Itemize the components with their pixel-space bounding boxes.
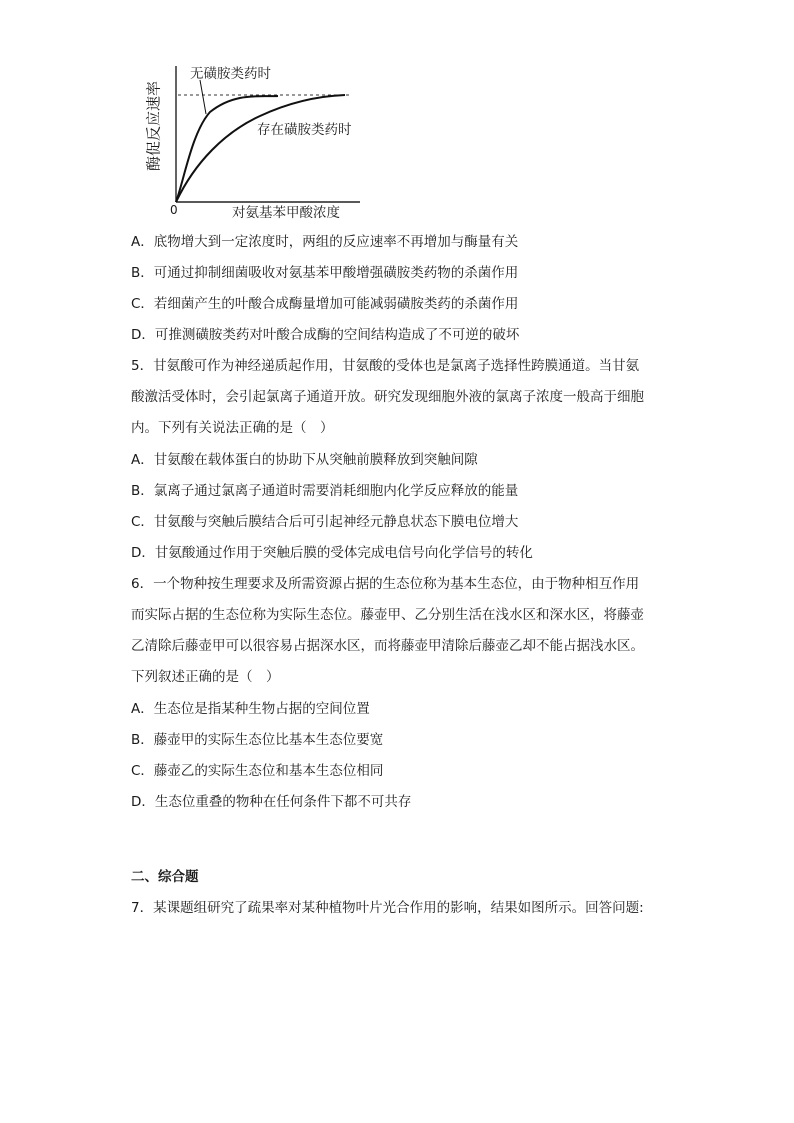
curve-no-drug bbox=[176, 96, 278, 202]
q6-option-c: C．藤壶乙的实际生态位和基本生态位相同 bbox=[131, 763, 384, 779]
enzyme-rate-plot bbox=[140, 62, 380, 224]
q5-option-c: C．甘氨酸与突触后膜结合后可引起神经元静息状态下膜电位增大 bbox=[131, 514, 519, 530]
q6-stem-line-2: 而实际占据的生态位称为实际生态位。藤壶甲、乙分别生活在浅水区和深水区，将藤壶 bbox=[131, 607, 644, 623]
q4-option-c: C．若细菌产生的叶酸合成酶量增加可能减弱磺胺类药的杀菌作用 bbox=[131, 296, 519, 312]
q5-option-a: A．甘氨酸在载体蛋白的协助下从突触前膜释放到突触间隙 bbox=[131, 452, 478, 468]
q4-option-d: D．可推测磺胺类药对叶酸合成酶的空间结构造成了不可逆的破坏 bbox=[131, 327, 520, 343]
q5-option-d: D．甘氨酸通过作用于突触后膜的受体完成电信号向化学信号的转化 bbox=[131, 545, 533, 561]
q6-option-b: B．藤壶甲的实际生态位比基本生态位要宽 bbox=[131, 732, 384, 748]
q5-stem-line-3: 内。下列有关说法正确的是（ ） bbox=[131, 420, 334, 436]
section-heading: 二、综合题 bbox=[131, 869, 199, 885]
q5-stem-line-1: 5．甘氨酸可作为神经递质起作用，甘氨酸的受体也是氯离子选择性跨膜通道。当甘氨 bbox=[131, 358, 640, 374]
q5-stem-line-2: 酸激活受体时，会引起氯离子通道开放。研究发现细胞外液的氯离子浓度一般高于细胞 bbox=[131, 389, 644, 405]
q6-stem-line-3: 乙清除后藤壶甲可以很容易占据深水区，而将藤壶甲清除后藤壶乙却不能占据浅水区。 bbox=[131, 638, 644, 654]
q6-option-a: A．生态位是指某种生物占据的空间位置 bbox=[131, 701, 370, 717]
q4-option-a: A．底物增大到一定浓度时，两组的反应速率不再增加与酶量有关 bbox=[131, 234, 519, 250]
q7-stem-line-1: 7．某课题组研究了疏果率对某种植物叶片光合作用的影响，结果如图所示。回答问题: bbox=[131, 900, 644, 916]
q6-stem-line-4: 下列叙述正确的是（ ） bbox=[131, 669, 280, 685]
q6-stem-line-1: 6．一个物种按生理要求及所需资源占据的生态位称为基本生态位，由于物种相互作用 bbox=[131, 576, 640, 592]
origin-label: 0 bbox=[170, 203, 178, 217]
curve-with-drug-label: 存在磺胺类药时 bbox=[257, 122, 352, 138]
label-pointer-line bbox=[200, 80, 206, 114]
q6-option-d: D．生态位重叠的物种在任何条件下都不可共存 bbox=[131, 794, 412, 810]
curve-no-drug-label: 无磺胺类药时 bbox=[190, 66, 271, 82]
y-axis-label: 酶促反应速率 bbox=[144, 80, 163, 172]
q5-option-b: B．氯离子通过氯离子通道时需要消耗细胞内化学反应释放的能量 bbox=[131, 483, 519, 499]
curve-with-drug bbox=[176, 95, 345, 202]
x-axis-label: 对氨基苯甲酸浓度 bbox=[232, 205, 340, 221]
q4-option-b: B．可通过抑制细菌吸收对氨基苯甲酸增强磺胺类药物的杀菌作用 bbox=[131, 265, 519, 281]
enzyme-rate-figure bbox=[140, 62, 380, 224]
